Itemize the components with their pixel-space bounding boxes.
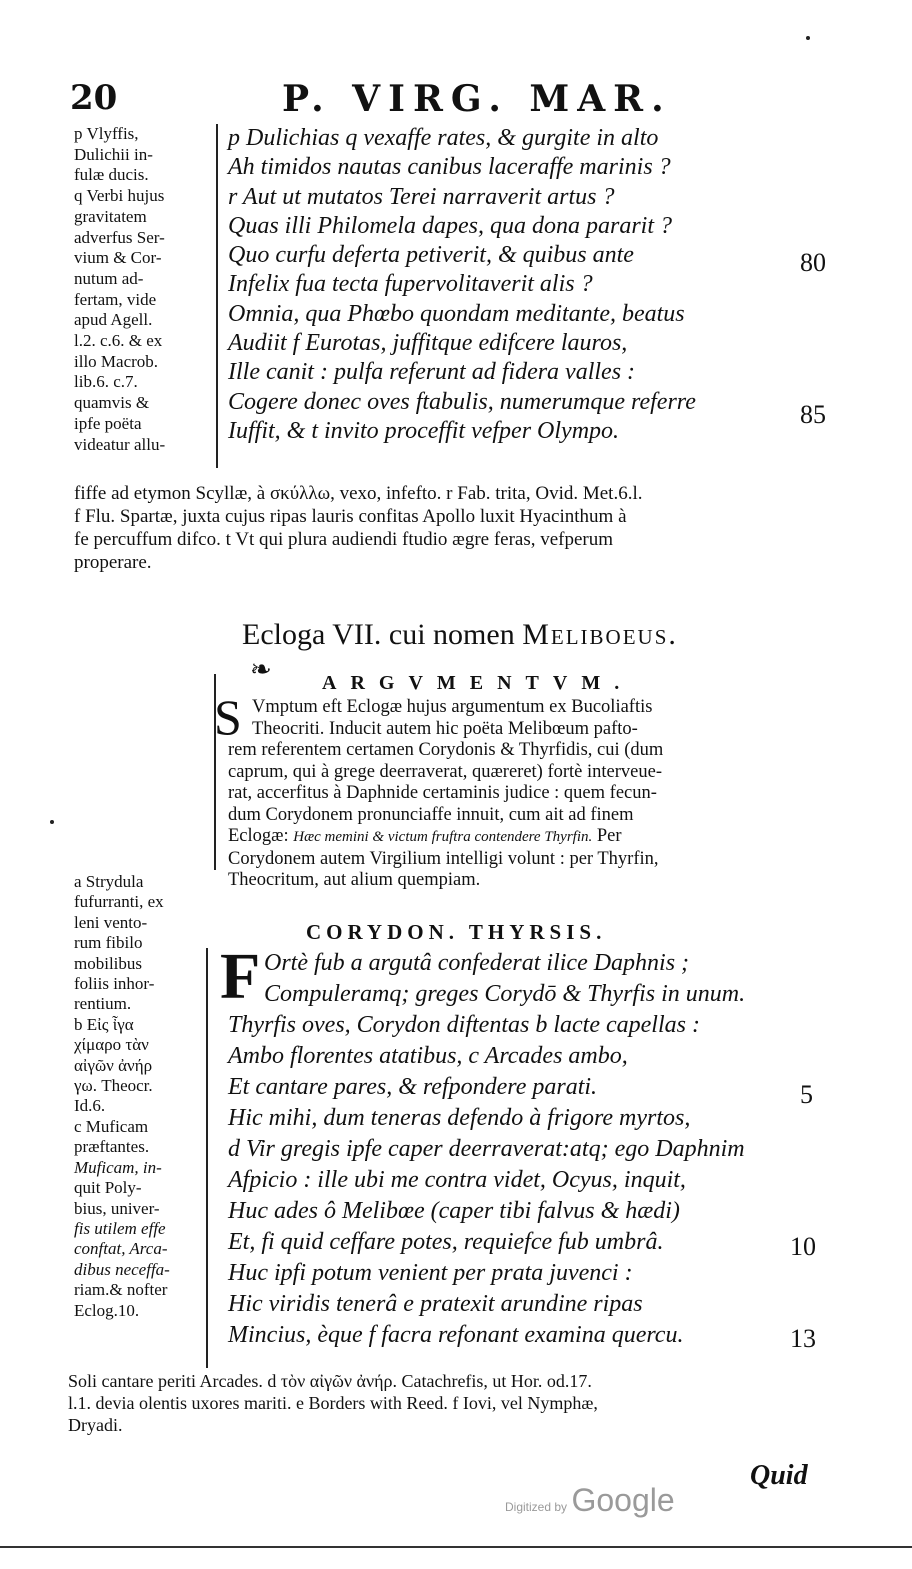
argument-line: rem referentem certamen Corydonis & Thyrfidis, cui (dum <box>228 740 664 760</box>
footnotes-top <box>74 482 642 574</box>
verse-line: Cogere donec oves ftabulis, numerumque referre <box>228 388 696 415</box>
sidenote-line: adverfus Ser- <box>74 227 165 247</box>
verse-line: Hic mihi, dum teneras defendo à frigore myrtos, <box>228 1105 691 1131</box>
line-number-10: 10 <box>790 1232 816 1261</box>
argument-line: Theocriti. Inducit autem hic poëta Melibœum pafto- <box>252 718 638 739</box>
footnotes-bottom <box>68 1370 598 1436</box>
sidenote-line: b Εἰς ἶγα <box>74 1014 134 1034</box>
verse-line: Audiit f Eurotas, juffitque edifcere lauros, <box>228 330 628 357</box>
running-title: P. VIRG. MAR. <box>282 78 672 120</box>
argument-text <box>228 697 663 892</box>
watermark-small: Digitized by <box>505 1500 568 1514</box>
sidenote-line: Id.6. <box>74 1096 106 1116</box>
verse-dropcap: F <box>220 940 261 1013</box>
argument-line: Vmptum eft Eclogæ hujus argumentum ex Bucoliaftis <box>252 697 653 717</box>
argument-heading: ARGVMENTVM. <box>322 672 634 694</box>
verse-line: Omnia, qua Phœbo quondam meditante, beatus <box>228 300 685 327</box>
sidenote-line: Muficam, in- <box>74 1157 162 1177</box>
ecloga-title <box>242 618 678 652</box>
verse-line: Et cantare pares, & refpondere parati. <box>228 1074 598 1100</box>
verse-line: r Aut ut mutatos Terei narraverit artus ? <box>228 183 615 210</box>
top-sidenotes <box>74 124 165 455</box>
line-number-5: 5 <box>800 1080 813 1109</box>
sidenote-line: præftantes. <box>74 1137 150 1157</box>
verse-line: d Vir gregis ipfe caper deerraverat:atq; ego Daphnim <box>228 1136 745 1162</box>
verse-line: Huc ades ô Melibœe (caper tibi falvus & hædi) <box>228 1198 680 1224</box>
verse-line: Afpicio : ille ubi me contra videt, Ocyus, inquit, <box>228 1167 686 1193</box>
sidenote-line: fulæ ducis. <box>74 165 149 185</box>
sidenote-line: χίμαρο τὰν <box>74 1035 149 1055</box>
sidenote-line: Eclog.10. <box>74 1300 140 1320</box>
verse-line: Et, fi quid ceffare potes, requiefce fub umbrâ. <box>228 1229 664 1255</box>
sidenote-line: fertam, vide <box>74 289 157 309</box>
argument-line: dum Corydonem pronunciaffe innuit, cum ait ad finem <box>228 804 634 825</box>
argument-line-7-prefix: Eclogæ: <box>228 826 294 846</box>
verse-line: Compuleramq; greges Corydō & Thyrfis in unum. <box>264 981 746 1007</box>
argument-line-7-suffix: Per <box>592 826 622 846</box>
argument-line: Theocritum, aut alium quempiam. <box>228 870 481 890</box>
fleuron-ornament-icon: ❧ <box>250 655 272 685</box>
sidenote-line: gravitatem <box>74 206 147 226</box>
verse-line: Quas illi Philomela dapes, qua dona pararit ? <box>228 212 672 239</box>
ink-speck <box>806 36 810 40</box>
watermark-google: Google <box>571 1482 675 1518</box>
sidenote-line: mobilibus <box>74 953 143 973</box>
catchword: Quid <box>750 1460 808 1491</box>
argument-line-7 <box>228 826 663 849</box>
line-number-85: 85 <box>800 400 826 429</box>
sidenote-line: quamvis & <box>74 393 150 413</box>
bottom-sidenotes <box>74 872 170 1321</box>
sidenote-line: illo Macrob. <box>74 351 159 371</box>
line-number-13: 13 <box>790 1324 816 1353</box>
sidenote-line: nutum ad- <box>74 268 144 288</box>
footnote-line: properare. <box>74 552 152 573</box>
line-number-80: 80 <box>800 248 826 277</box>
digitized-watermark <box>505 1482 675 1519</box>
verse-line: Ah timidos nautas canibus laceraffe marinis ? <box>228 154 671 181</box>
sidenote-line: rentium. <box>74 994 132 1014</box>
ink-speck <box>50 820 54 824</box>
speakers-heading: CORYDON. THYRSIS. <box>306 920 607 944</box>
ecloga-title-prefix: Ecloga VII. cui nomen <box>242 618 523 651</box>
verse-line: Hic viridis tenerâ e pratexit arundine ripas <box>228 1291 643 1317</box>
sidenote-line: fis utilem effe <box>74 1218 166 1238</box>
sidenote-line: γω. Theocr. <box>74 1076 153 1096</box>
verse-line: Quo curfu deferta petiverit, & quibus ante <box>228 242 634 269</box>
ecloga-title-name: Meliboeus. <box>522 618 678 651</box>
verse-line: Huc ipfi potum venient per prata juvenci : <box>228 1260 633 1286</box>
sidenote-line: l.2. c.6. & ex <box>74 331 163 351</box>
footnote-line: fiffe ad etymon Scyllæ, à σκύλλω, vexo, infefto. r Fab. trita, Ovid. Met.6.l. <box>74 483 643 504</box>
page-bottom-edge <box>0 1546 912 1548</box>
sidenote-line: a Strydula <box>74 872 144 891</box>
sidenote-line: quit Poly- <box>74 1178 142 1198</box>
top-verses <box>228 124 696 446</box>
sidenote-line: rum fibilo <box>74 933 143 953</box>
footnote-line: f Flu. Spartæ, juxta cujus ripas lauris confitas Apollo luxit Hyacinthum à <box>74 506 627 527</box>
sidenote-line: p Vlyffis, <box>74 124 139 143</box>
sidenote-line: vium & Cor- <box>74 248 162 268</box>
sidenote-line: foliis inhor- <box>74 974 155 994</box>
sidenote-line: fufurranti, ex <box>74 892 164 912</box>
argument-dropcap: S <box>214 689 242 745</box>
verse-line: Ille canit : pulfa referunt ad fidera valles : <box>228 359 636 386</box>
sidenote-line: riam.& nofter <box>74 1280 168 1300</box>
sidenote-line: bius, univer- <box>74 1198 160 1218</box>
footnote-line: fe percuffum difco. t Vt qui plura audiendi ftudio ægre feras, vefperum <box>74 529 614 550</box>
sidenote-line: q Verbi hujus <box>74 186 165 206</box>
sidenote-line: apud Agell. <box>74 310 153 330</box>
verse-line: Thyrfis oves, Corydon diftentas b lacte capellas : <box>228 1012 700 1038</box>
sidenote-line: αἰγῶν ἀνήρ <box>74 1055 153 1075</box>
sidenote-line: ipfe poëta <box>74 413 142 433</box>
argument-line: caprum, qui à grege deerraverat, quæreret) fortè interveue- <box>228 761 663 782</box>
footnote-line: l.1. devia olentis uxores mariti. e Borders with Reed. f Iovi, vel Nymphæ, <box>68 1393 598 1413</box>
verse-line: Mincius, èque f facra refonant examina quercu. <box>228 1322 684 1348</box>
bottom-verses <box>228 948 745 1351</box>
sidenote-line: leni vento- <box>74 912 148 932</box>
column-rule-top <box>216 124 218 468</box>
argument-quote: Hæc memini & victum fruftra contendere Thyrfin. <box>293 829 593 845</box>
sidenote-line: videatur allu- <box>74 434 166 454</box>
footnote-line: Dryadi. <box>68 1415 123 1435</box>
verse-line: Ortè fub a argutâ confederat ilice Daphnis ; <box>264 950 690 976</box>
column-rule-bottom <box>206 948 208 1368</box>
argument-line: rat, accerfitus à Daphnide certaminis judice : quem fecun- <box>228 783 657 803</box>
sidenote-line: dibus neceffa- <box>74 1259 170 1279</box>
sidenote-line: conftat, Arca- <box>74 1239 168 1259</box>
page-number: 20 <box>70 78 118 118</box>
verse-line: Infelix fua tecta fupervolitaverit alis ? <box>228 271 593 298</box>
sidenote-line: c Muficam <box>74 1116 149 1136</box>
sidenote-line: Dulichii in- <box>74 144 153 164</box>
page-header <box>70 78 830 122</box>
verse-line: Ambo florentes atatibus, c Arcades ambo, <box>228 1043 628 1069</box>
argument-line: Corydonem autem Virgilium intelligi volunt : per Thyrfin, <box>228 848 659 869</box>
sidenote-line: lib.6. c.7. <box>74 372 138 392</box>
verse-line: Iuffit, & t invito proceffit vefper Olympo. <box>228 417 620 444</box>
footnote-line: Soli cantare periti Arcades. d τὸν αἰγῶν ἀνήρ. Catachrefis, ut Hor. od.17. <box>68 1371 592 1391</box>
verse-line: p Dulichias q vexaffe rates, & gurgite in alto <box>228 125 659 151</box>
